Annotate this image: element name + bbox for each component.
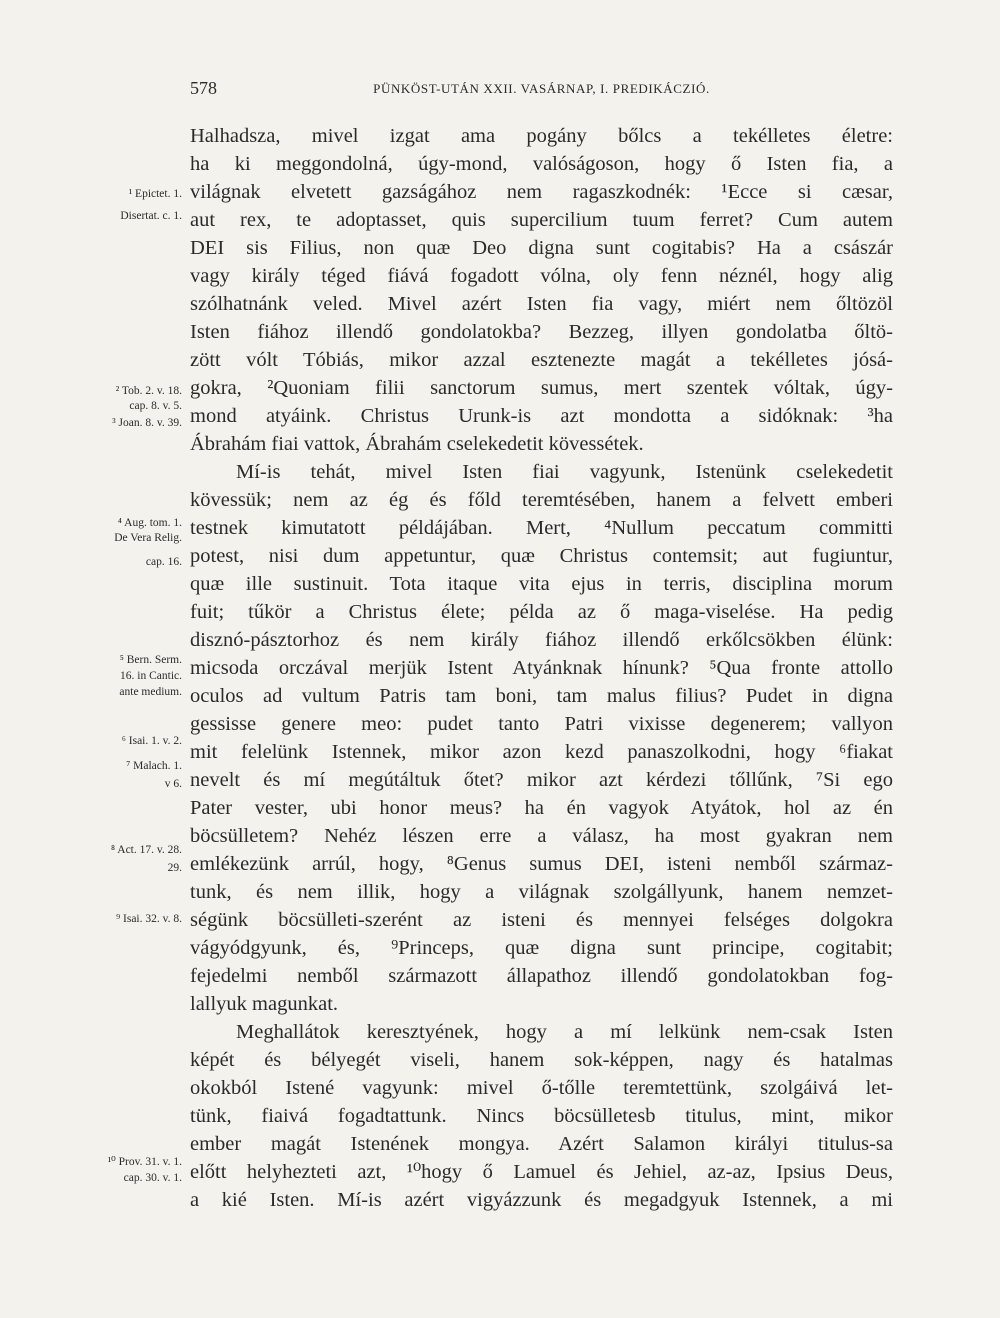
text-line: emlékezünk arrúl, hogy, ⁸Genus sumus DEI, isteni nemből származ- (190, 853, 893, 875)
margin-note: ⁹ Isai. 32. v. 8. (116, 913, 182, 925)
margin-note: ⁵ Bern. Serm. (119, 654, 182, 666)
text-line: képét és bélyegét viseli, hanem sok-képpen, nagy és hatalmas (190, 1049, 893, 1071)
text-line: testnek kimutatott példájában. Mert, ⁴Nullum peccatum committi (190, 517, 893, 539)
text-line: Ábrahám fiai vattok, Ábrahám cselekedetit kövessétek. (190, 433, 644, 455)
text-line: gokra, ²Quoniam filii sanctorum sumus, mert szentek vóltak, úgy- (190, 377, 893, 399)
text-line: Meghallátok keresztyének, hogy a mí lelkünk nem-csak Isten (236, 1021, 893, 1043)
text-line: mond atyáink. Christus Urunk-is azt mondotta a sidóknak: ³ha (190, 405, 893, 427)
text-line: a kié Isten. Mí-is azért vigyázzunk és megadgyuk Istennek, a mi (190, 1189, 893, 1211)
margin-note: cap. 30. v. 1. (123, 1172, 182, 1184)
margin-note: ³ Joan. 8. v. 39. (112, 417, 182, 429)
text-line: mit felelünk Istennek, mikor azon kezd panaszolkodni, hogy ⁶fiakat (190, 741, 893, 763)
text-line: zött vólt Tóbiás, mikor azzal esztenezte magát a tekélletes jósá- (190, 349, 893, 371)
text-line: fejedelmi nemből származott állapathoz illendő gondolatokban fog- (190, 965, 893, 987)
margin-note: Disertat. c. 1. (120, 210, 182, 222)
margin-note: cap. 16. (145, 556, 182, 568)
text-line: ember magát Istenének mongya. Azért Salamon királyi titulus-sa (190, 1133, 893, 1155)
running-title: PÜNKÖST-UTÁN XXII. VASÁRNAP, I. PREDIKÁCZIÓ. (373, 81, 710, 96)
page-header (190, 78, 893, 102)
margin-note: 16. in Cantic. (120, 670, 182, 682)
margin-note: De Vera Relig. (114, 532, 182, 544)
text-line: aut rex, te adoptasset, quis supercilium tuum ferret? Cum autem (190, 209, 893, 231)
text-line: gessisse genere meo: pudet tanto Patri vixisse degenerem; vallyon (190, 713, 893, 735)
margin-note: ⁶ Isai. 1. v. 2. (121, 735, 182, 747)
text-line: disznó-pásztorhoz és nem király fiához illendő erkőlcsökben élünk: (190, 629, 893, 651)
text-line: oculos ad vultum Patris tam boni, tam malus filius? Pudet in digna (190, 685, 893, 707)
text-line: előtt helyhezteti azt, ¹⁰hogy ő Lamuel és Jehiel, az-az, Ipsius Deus, (190, 1161, 893, 1183)
text-line: tünk, fiaivá fogadtattunk. Nincs böcsülletesb titulus, mint, mikor (190, 1105, 893, 1127)
text-line: DEI sis Filius, non quæ Deo digna sunt cogitabis? Ha a császár (190, 237, 893, 259)
margin-note: ⁴ Aug. tom. 1. (117, 517, 182, 529)
text-line: vágyódgyunk, és, ⁹Princeps, quæ digna sunt principe, cogitabit; (190, 937, 893, 959)
text-line: böcsülletem? Nehéz lészen erre a válasz, ha most gyakran nem (190, 825, 893, 847)
text-line: Isten fiához illendő gondolatokba? Bezzeg, illyen gondolatba őltö- (190, 321, 893, 343)
text-line: Halhadsza, mivel izgat ama pogány bőlcs a tekélletes életre: (190, 125, 893, 147)
text-line: Mí-is tehát, mivel Isten fiai vagyunk, Istenünk cselekedetit (236, 461, 893, 483)
text-line: okokból Istené vagyunk: mivel ő-tőlle teremtettünk, szolgáivá let- (190, 1077, 893, 1099)
text-line: nevelt és mí megútáltuk őtet? mikor azt kérdezi tőllűnk, ⁷Si ego (190, 769, 893, 791)
margin-note: ⁷ Malach. 1. (126, 760, 182, 772)
margin-note: v 6. (164, 778, 182, 790)
text-line: ségünk böcsülleti-szerént az isteni és mennyei felséges dolgokra (190, 909, 893, 931)
text-line: Pater vester, ubi honor meus? ha én vagyok Atyátok, hol az én (190, 797, 893, 819)
text-line: szólhatnánk veled. Mivel azért Isten fia vagy, miért nem őltözöl (190, 293, 893, 315)
margin-note: ¹⁰ Prov. 31. v. 1. (107, 1156, 182, 1168)
text-line: vagy király téged fiává fogadott vólna, oly fenn néznél, hogy alig (190, 265, 893, 287)
page-number: 578 (190, 78, 217, 98)
margin-note: ⁸ Act. 17. v. 28. (111, 844, 182, 856)
text-line: quæ ille sustinuit. Tota itaque vita ejus in terris, disciplina morum (190, 573, 893, 595)
text-line: ha ki meggondolná, úgy-mond, valóságoson, hogy ő Isten fia, a (190, 153, 893, 175)
margin-note: cap. 8. v. 5. (129, 400, 182, 412)
text-line: fuit; tűkör a Christus élete; példa az ő maga-viselése. Ha pedig (190, 601, 893, 623)
margin-note: ² Tob. 2. v. 18. (115, 385, 182, 397)
margin-note: ¹ Epictet. 1. (128, 188, 182, 200)
text-line: tunk, és nem illik, hogy a világnak szolgállyunk, hanem nemzet- (190, 881, 893, 903)
margin-note: 29. (167, 862, 182, 874)
text-line: potest, nisi dum appetuntur, quæ Christus contemsit; aut fugiuntur, (190, 545, 893, 567)
text-line: világnak elvetett gazságához nem ragaszkodnék: ¹Ecce si cæsar, (190, 181, 893, 203)
text-line: kövessük; nem az ég és főld teremtésében, hanem a felvett emberi (190, 489, 893, 511)
text-line: micsoda orczával merjük Istent Atyánknak hínunk? ⁵Qua fronte attollo (190, 657, 893, 679)
text-line: lallyuk magunkat. (190, 993, 339, 1015)
margin-note: ante medium. (119, 686, 182, 698)
